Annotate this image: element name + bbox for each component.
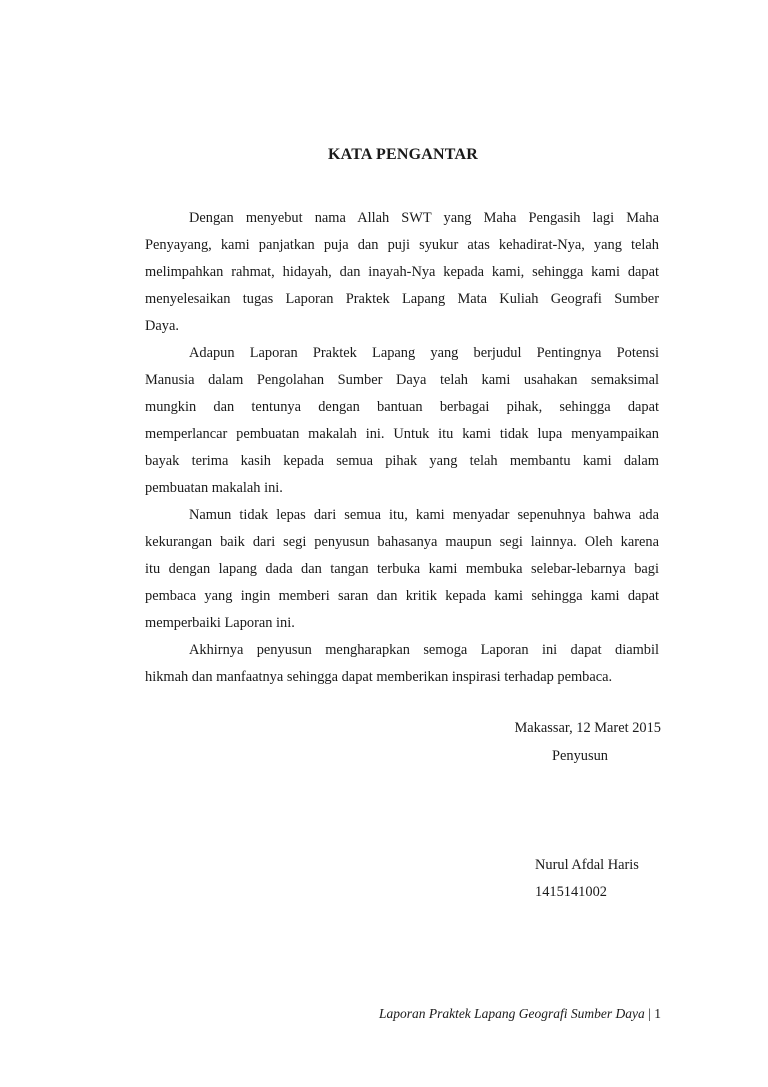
paragraph-line: melimpahkan rahmat, hidayah, dan inayah-Nya kepada kami, sehingga kami dapat — [145, 264, 659, 280]
paragraph-1 — [145, 205, 659, 340]
signature-name: Nurul Afdal Haris — [535, 857, 639, 873]
signature-id: 1415141002 — [535, 884, 607, 900]
paragraph-line: Penyayang, kami panjatkan puja dan puji syukur atas kehadirat-Nya, yang telah — [145, 237, 659, 253]
page-footer — [300, 1006, 661, 1022]
paragraph-line: kekurangan baik dari segi penyusun bahasanya maupun segi lainnya. Oleh karena — [145, 534, 659, 550]
paragraph-line: memperlancar pembuatan makalah ini. Untuk itu kami tidak lupa menyampaikan — [145, 426, 659, 442]
paragraph-line: memperbaiki Laporan ini. — [145, 615, 295, 631]
paragraph-line: menyelesaikan tugas Laporan Praktek Lapang Mata Kuliah Geografi Sumber — [145, 291, 659, 307]
paragraph-line: Daya. — [145, 318, 179, 334]
signature-place-date: Makassar, 12 Maret 2015 — [514, 720, 661, 736]
paragraph-line: Namun tidak lepas dari semua itu, kami menyadar sepenuhnya bahwa ada — [189, 507, 659, 523]
paragraph-line: itu dengan lapang dada dan tangan terbuka kami membuka selebar-lebarnya bagi — [145, 561, 659, 577]
paragraph-line: Akhirnya penyusun mengharapkan semoga Laporan ini dapat diambil — [189, 642, 659, 658]
paragraph-line: hikmah dan manfaatnya sehingga dapat memberikan inspirasi terhadap pembaca. — [145, 669, 613, 685]
page-number: 1 — [654, 1006, 661, 1021]
paragraph-3 — [145, 502, 659, 637]
paragraph-line: mungkin dan tentunya dengan bantuan berbagai pihak, sehingga dapat — [145, 399, 659, 415]
paragraph-2 — [145, 340, 659, 502]
paragraph-line: Dengan menyebut nama Allah SWT yang Maha Pengasih lagi Maha — [189, 210, 659, 226]
footer-separator: | — [648, 1006, 651, 1021]
paragraph-line: Manusia dalam Pengolahan Sumber Daya telah kami usahakan semaksimal — [145, 372, 659, 388]
body-text — [145, 205, 659, 691]
paragraph-line: Adapun Laporan Praktek Lapang yang berjudul Pentingnya Potensi — [189, 345, 659, 361]
paragraph-line: pembuatan makalah ini. — [145, 480, 283, 496]
paragraph-4 — [145, 637, 659, 691]
paragraph-line: pembaca yang ingin memberi saran dan kritik kepada kami sehingga kami dapat — [145, 588, 659, 604]
signature-role: Penyusun — [552, 748, 608, 764]
page-title: KATA PENGANTAR — [328, 146, 478, 163]
footer-label: Laporan Praktek Lapang Geografi Sumber Daya — [378, 1006, 645, 1021]
paragraph-line: bayak terima kasih kepada semua pihak yang telah membantu kami dalam — [145, 453, 659, 469]
